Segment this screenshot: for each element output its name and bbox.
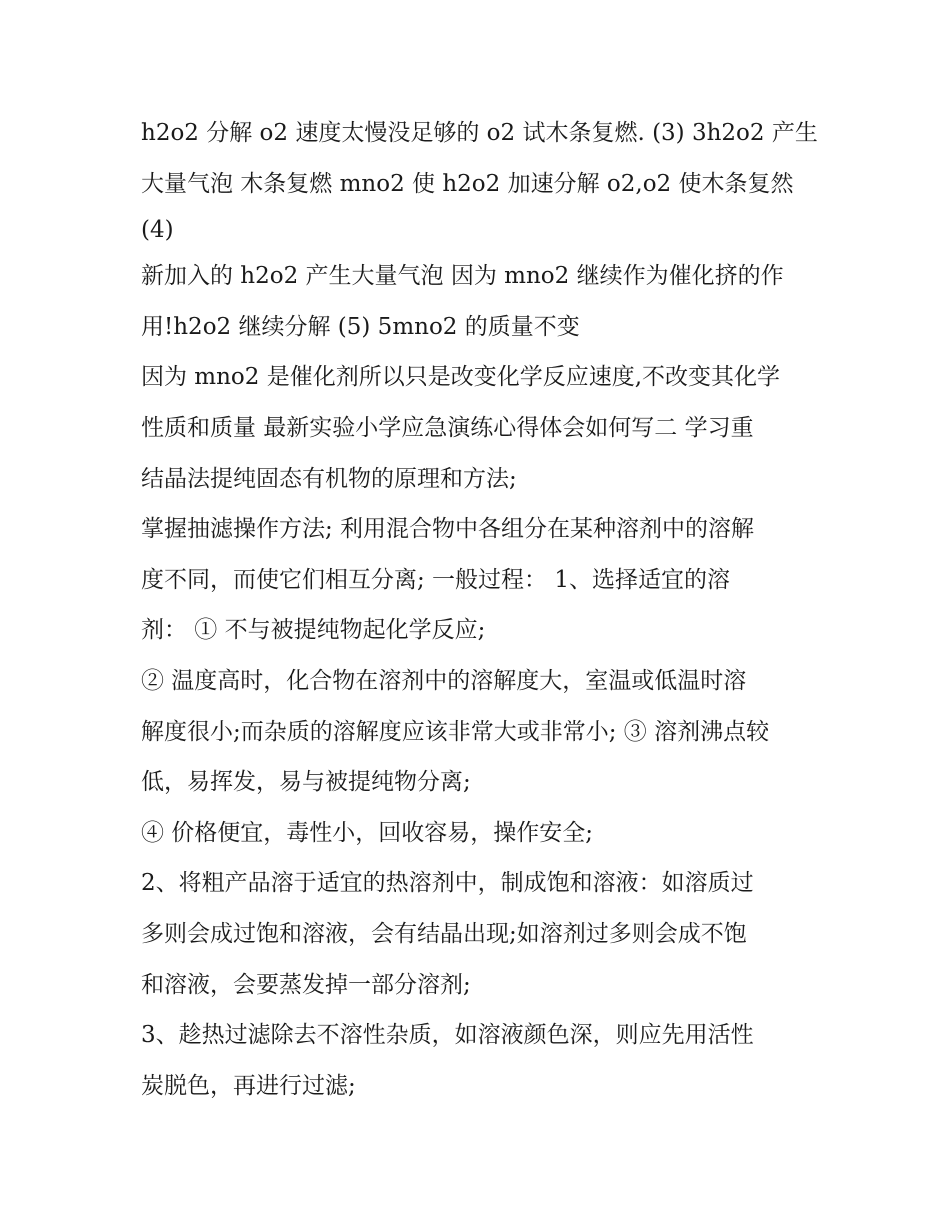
text-line: 度不同，而使它们相互分离; 一般过程： 1、选择适宜的溶 [141,566,731,593]
text-line: 多则会成过饱和溶液，会有结晶出现;如溶剂过多则会成不饱 [141,920,747,947]
text-line: 剂： ① 不与被提纯物起化学反应; [141,617,486,644]
text-line: 掌握抽滤操作方法; 利用混合物中各组分在某种溶剂中的溶解 [141,516,755,543]
text-line: (4) [141,217,174,244]
text-line: 用!h2o2 继续分解 (5) 5mno2 的质量不变 [141,313,580,340]
text-line: 结晶法提纯固态有机物的原理和方法; [141,465,517,492]
text-line: ② 温度高时，化合物在溶剂中的溶解度大，室温或低温时溶 [141,667,747,694]
text-line: 性质和质量 最新实验小学应急演练心得体会如何写二 学习重 [141,414,754,441]
text-line: 大量气泡 木条复燃 mno2 使 h2o2 加速分解 o2,o2 使木条复然 [141,170,794,197]
text-line: h2o2 分解 o2 速度太慢没足够的 o2 试木条复燃. (3) 3h2o2 产生 [141,120,818,146]
text-line: 和溶液，会要蒸发掉一部分溶剂; [141,971,471,998]
text-line: 因为 mno2 是催化剂所以只是改变化学反应速度,不改变其化学 [141,364,781,391]
text-line: 3、趁热过滤除去不溶性杂质，如溶液颜色深，则应先用活性 [141,1022,754,1049]
text-line: 解度很小;而杂质的溶解度应该非常大或非常小; ③ 溶剂沸点较 [141,718,770,745]
document-body [141,108,821,1111]
text-line: 低，易挥发，易与被提纯物分离; [141,769,471,796]
text-line: ④ 价格便宜，毒性小，回收容易，操作安全; [141,819,594,846]
text-line: 2、将粗产品溶于适宜的热溶剂中，制成饱和溶液：如溶质过 [141,870,754,897]
text-line: 新加入的 h2o2 产生大量气泡 因为 mno2 继续作为催化挤的作 [141,263,784,290]
text-line: 炭脱色，再进行过滤; [141,1072,356,1099]
